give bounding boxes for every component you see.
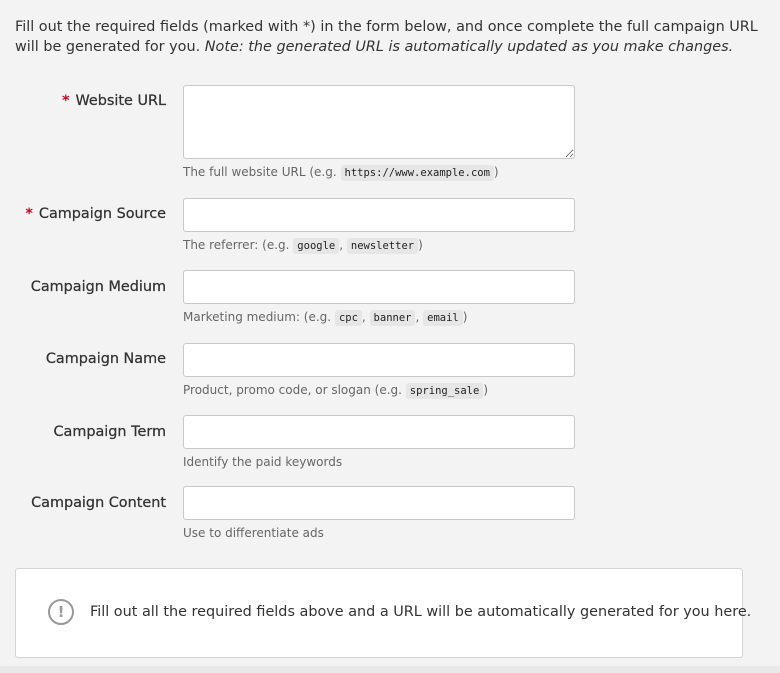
campaign-source-label-text: Campaign Source	[38, 206, 166, 222]
campaign-source-input[interactable]	[183, 198, 575, 232]
website-url-input[interactable]	[183, 85, 575, 159]
campaign-name-help-close: )	[483, 383, 489, 397]
campaign-source-help-close: )	[418, 238, 423, 252]
campaign-term-help: Identify the paid keywords	[183, 455, 343, 469]
example-code: google	[293, 238, 339, 254]
campaign-term-label: Campaign Term	[53, 424, 166, 440]
website-url-help-text: The full website URL (e.g.	[183, 165, 337, 179]
campaign-source-help: The referrer: (e.g. google , newsletter )	[183, 238, 423, 252]
example-code: spring_sale	[406, 383, 484, 399]
generated-url-panel	[15, 568, 752, 658]
campaign-content-input[interactable]	[183, 486, 575, 520]
intro-instructions: Fill out the required fields (marked with *) in the form below, and once complete the full campaign URL will be generated for you.	[15, 19, 758, 55]
required-indicator: *	[25, 206, 33, 222]
required-indicator: *	[61, 93, 70, 109]
example-code: banner	[370, 310, 416, 326]
alert-circle-icon: !	[48, 599, 74, 625]
page-bottom-divider	[0, 666, 780, 673]
intro-text	[15, 18, 765, 57]
campaign-medium-help-text: Marketing medium: (e.g.	[183, 310, 332, 324]
generated-url-message: Fill out all the required fields above and a URL will be automatically generated for you here.	[90, 604, 752, 620]
campaign-name-input[interactable]	[183, 343, 575, 377]
example-code: email	[423, 310, 463, 326]
example-code: cpc	[335, 310, 362, 326]
campaign-medium-help-close: )	[462, 310, 468, 324]
campaign-content-label: Campaign Content	[31, 495, 166, 511]
campaign-name-help-text: Product, promo code, or slogan (e.g.	[183, 383, 402, 397]
website-url-label	[62, 93, 166, 109]
campaign-name-help	[183, 383, 488, 397]
campaign-name-label: Campaign Name	[45, 351, 166, 367]
example-code: newsletter	[347, 238, 418, 254]
campaign-content-help: Use to differentiate ads	[183, 526, 324, 540]
campaign-medium-label: Campaign Medium	[30, 279, 166, 295]
intro-note: Note: the generated URL is automatically updated as you make changes.	[204, 38, 734, 55]
campaign-term-input[interactable]	[183, 415, 575, 449]
website-url-help	[183, 165, 499, 179]
campaign-source-help-text: The referrer: (e.g.	[183, 238, 290, 252]
example-code: https://www.example.com	[341, 165, 494, 181]
website-url-help-close: )	[493, 165, 499, 179]
campaign-medium-help: Marketing medium: (e.g. cpc , banner , email )	[183, 310, 468, 324]
campaign-source-label	[25, 206, 166, 222]
campaign-medium-input[interactable]	[183, 270, 575, 304]
website-url-label-text: Website URL	[75, 93, 166, 109]
